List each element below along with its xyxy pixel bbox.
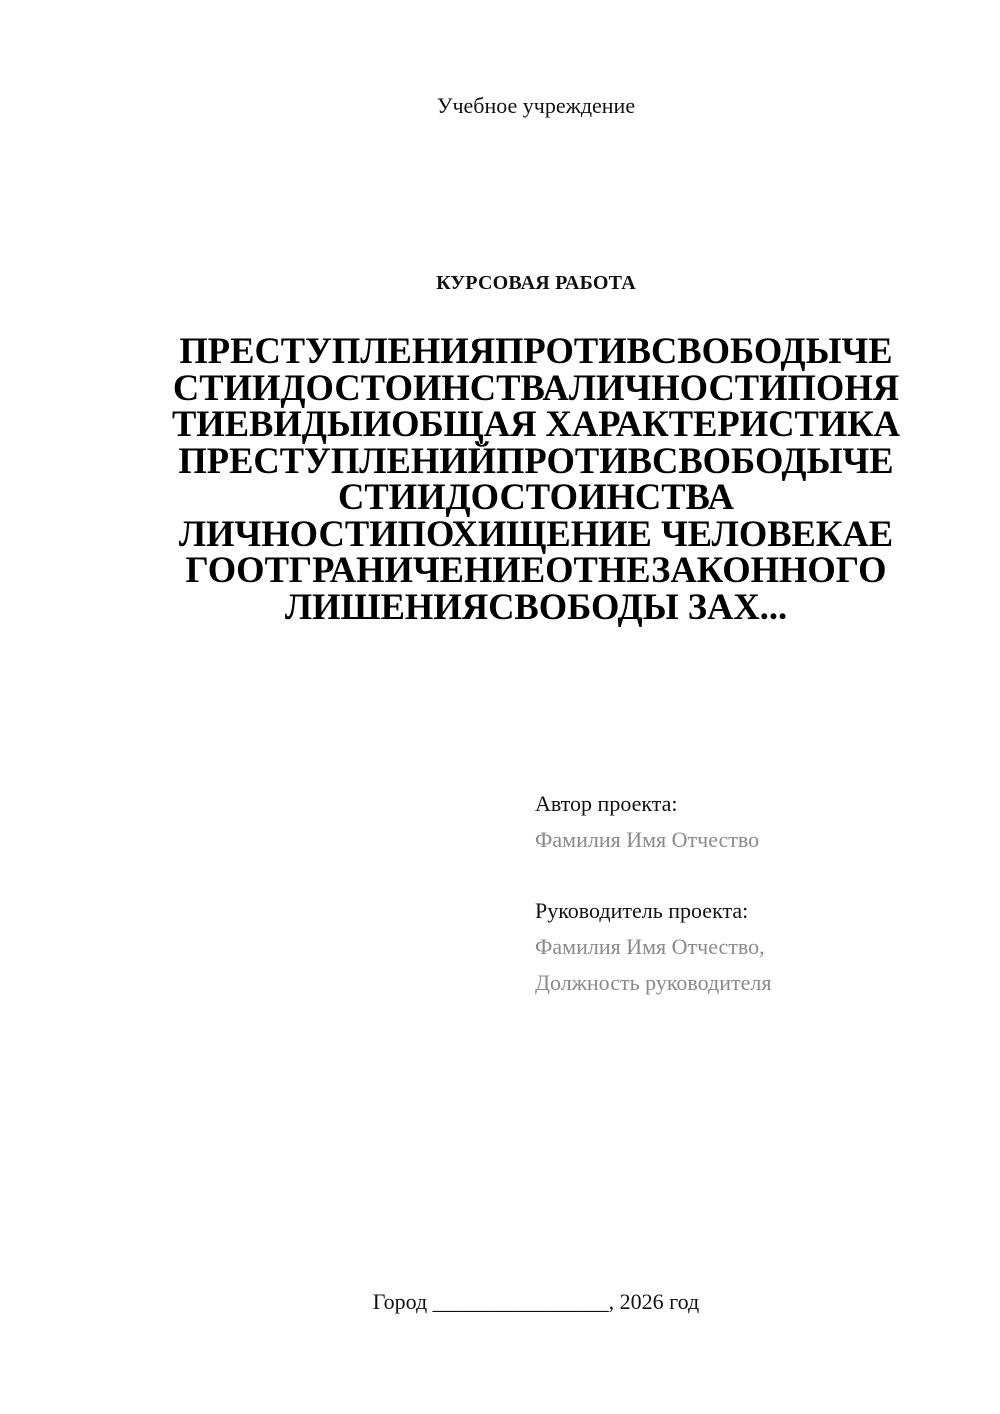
work-title-line: СТИИДОСТОИНСТВАЛИЧНОСТИПОНЯ — [172, 366, 900, 408]
work-title-line: ЛИШЕНИЯСВОБОДЫ ЗАХ... — [284, 585, 788, 627]
work-title-line: ЛИЧНОСТИПОХИЩЕНИЕ ЧЕЛОВЕКАЕ — [178, 512, 894, 554]
supervisor-position-placeholder: Должность руководителя — [535, 970, 772, 995]
institution-name: Учебное учреждение — [436, 93, 636, 118]
work-title-line: СТИИДОСТОИНСТВА — [338, 476, 734, 517]
author-block — [535, 786, 975, 858]
city-year-line: Город ________________, 2026 год — [372, 1289, 700, 1314]
author-label: Автор проекта: — [535, 791, 678, 816]
work-title-line: ТИЕВИДЫИОБЩАЯ ХАРАКТЕРИСТИКА — [171, 403, 901, 444]
work-title-line: ПРЕСТУПЛЕНИЯПРОТИВСВОБОДЫЧЕ — [179, 330, 893, 371]
work-title — [150, 330, 922, 627]
work-title-line: ГООТГРАНИЧЕНИЕОТНЕЗАКОННОГО — [185, 549, 887, 590]
work-title-line: ПРЕСТУПЛЕНИЙПРОТИВСВОБОДЫЧЕ — [178, 439, 894, 481]
supervisor-name-placeholder: Фамилия Имя Отчество, — [535, 934, 765, 959]
supervisor-block — [535, 893, 975, 1001]
author-name-placeholder: Фамилия Имя Отчество — [535, 827, 760, 852]
work-type-heading: КУРСОВАЯ РАБОТА — [436, 272, 636, 294]
supervisor-label: Руководитель проекта: — [535, 898, 749, 923]
